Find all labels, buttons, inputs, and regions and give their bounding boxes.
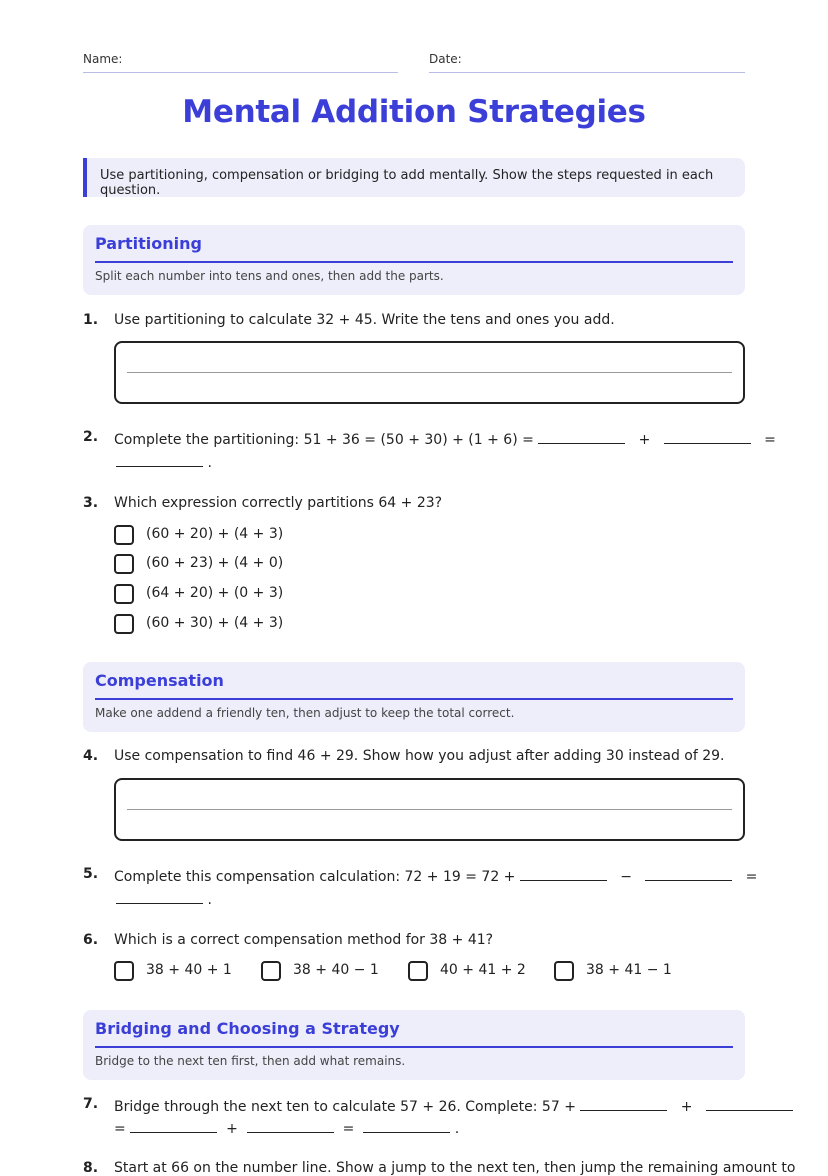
checkbox[interactable] (114, 614, 134, 634)
checkbox[interactable] (114, 961, 134, 981)
option-label: (60 + 30) + (4 + 3) (146, 615, 284, 631)
answer-blank[interactable] (706, 1096, 793, 1111)
option-label: 38 + 41 − 1 (586, 962, 672, 978)
question-text: Complete this compensation calculation: 72 + 19 = 72 + (114, 869, 516, 885)
operator: − (620, 869, 632, 885)
section-partitioning (83, 225, 745, 295)
answer-box-1[interactable] (114, 341, 745, 404)
question-text: Use compensation to find 46 + 29. Show how you adjust after adding 30 instead of 29. (114, 748, 725, 764)
section-title: Partitioning (95, 234, 202, 253)
operator: + (226, 1121, 238, 1137)
instructions-text: Use partitioning, compensation or bridging to add mentally. Show the steps requested in each question. (100, 168, 714, 198)
section-compensation (83, 662, 745, 732)
header-fields (83, 52, 745, 73)
question-number: 6. (83, 932, 99, 948)
question-number: 8. (83, 1160, 99, 1176)
operator: = (764, 432, 776, 448)
checkbox[interactable] (114, 584, 134, 604)
question-number: 3. (83, 495, 99, 511)
date-label: Date: (429, 52, 462, 66)
question-5-continuation (116, 889, 212, 908)
section-description: Bridge to the next ten first, then add what remains. (95, 1054, 406, 1068)
answer-line (127, 809, 732, 810)
section-description: Split each number into tens and ones, then add the parts. (95, 269, 444, 283)
operator: = (745, 869, 758, 885)
operator: + (638, 432, 651, 448)
name-label: Name: (83, 52, 123, 66)
period: . (454, 1121, 460, 1137)
answer-blank[interactable] (580, 1096, 667, 1111)
answer-line (127, 372, 732, 373)
operator: = (342, 1121, 355, 1137)
date-field[interactable] (429, 52, 745, 73)
question-content (114, 1096, 793, 1115)
checkbox[interactable] (114, 525, 134, 545)
answer-blank[interactable] (520, 866, 607, 881)
option-label: 38 + 40 − 1 (293, 962, 379, 978)
question-number: 7. (83, 1096, 99, 1112)
section-description: Make one addend a friendly ten, then adjust to keep the total correct. (95, 706, 515, 720)
question-text: Bridge through the next ten to calculate 57 + 26. Complete: 57 + (114, 1099, 576, 1115)
question-text: Which expression correctly partitions 64 + 23? (114, 495, 443, 511)
question-2-continuation (116, 452, 212, 471)
question-text: Which is a correct compensation method for 38 + 41? (114, 932, 494, 948)
option-label: (64 + 20) + (0 + 3) (146, 585, 284, 601)
section-bridging (83, 1010, 745, 1080)
question-number: 4. (83, 748, 99, 764)
question-content (114, 866, 757, 885)
checkbox[interactable] (554, 961, 574, 981)
answer-box-4[interactable] (114, 778, 745, 841)
answer-blank[interactable] (538, 429, 625, 444)
name-field[interactable] (83, 52, 398, 73)
answer-blank[interactable] (645, 866, 732, 881)
answer-blank[interactable] (130, 1118, 217, 1133)
question-text: Start at 66 on the number line. Show a jump to the next ten, then jump the remaining amount to (114, 1160, 796, 1176)
question-number: 2. (83, 429, 99, 445)
answer-blank[interactable] (664, 429, 751, 444)
answer-blank[interactable] (363, 1118, 450, 1133)
section-title: Compensation (95, 671, 224, 690)
option-label: 40 + 41 + 2 (440, 962, 526, 978)
question-text: Complete the partitioning: 51 + 36 = (50 + 30) + (1 + 6) = (114, 432, 534, 448)
question-content (114, 429, 776, 448)
answer-blank[interactable] (116, 452, 203, 467)
checkbox[interactable] (408, 961, 428, 981)
checkbox[interactable] (114, 554, 134, 574)
checkbox[interactable] (261, 961, 281, 981)
section-divider (95, 698, 733, 700)
period: . (207, 892, 212, 908)
answer-blank[interactable] (247, 1118, 334, 1133)
question-number: 5. (83, 866, 99, 882)
section-title: Bridging and Choosing a Strategy (95, 1019, 400, 1038)
option-label: (60 + 20) + (4 + 3) (146, 526, 284, 542)
answer-blank[interactable] (116, 889, 203, 904)
period: . (207, 455, 212, 471)
instructions-box (83, 158, 745, 197)
section-divider (95, 1046, 733, 1048)
operator: + (680, 1099, 693, 1115)
page-title: Mental Addition Strategies (182, 94, 646, 130)
option-label: (60 + 23) + (4 + 0) (146, 555, 284, 571)
section-divider (95, 261, 733, 263)
question-7-continuation (114, 1118, 459, 1137)
operator: = (114, 1121, 126, 1137)
question-text: Use partitioning to calculate 32 + 45. Write the tens and ones you add. (114, 312, 615, 328)
option-label: 38 + 40 + 1 (146, 962, 232, 978)
question-number: 1. (83, 312, 99, 328)
